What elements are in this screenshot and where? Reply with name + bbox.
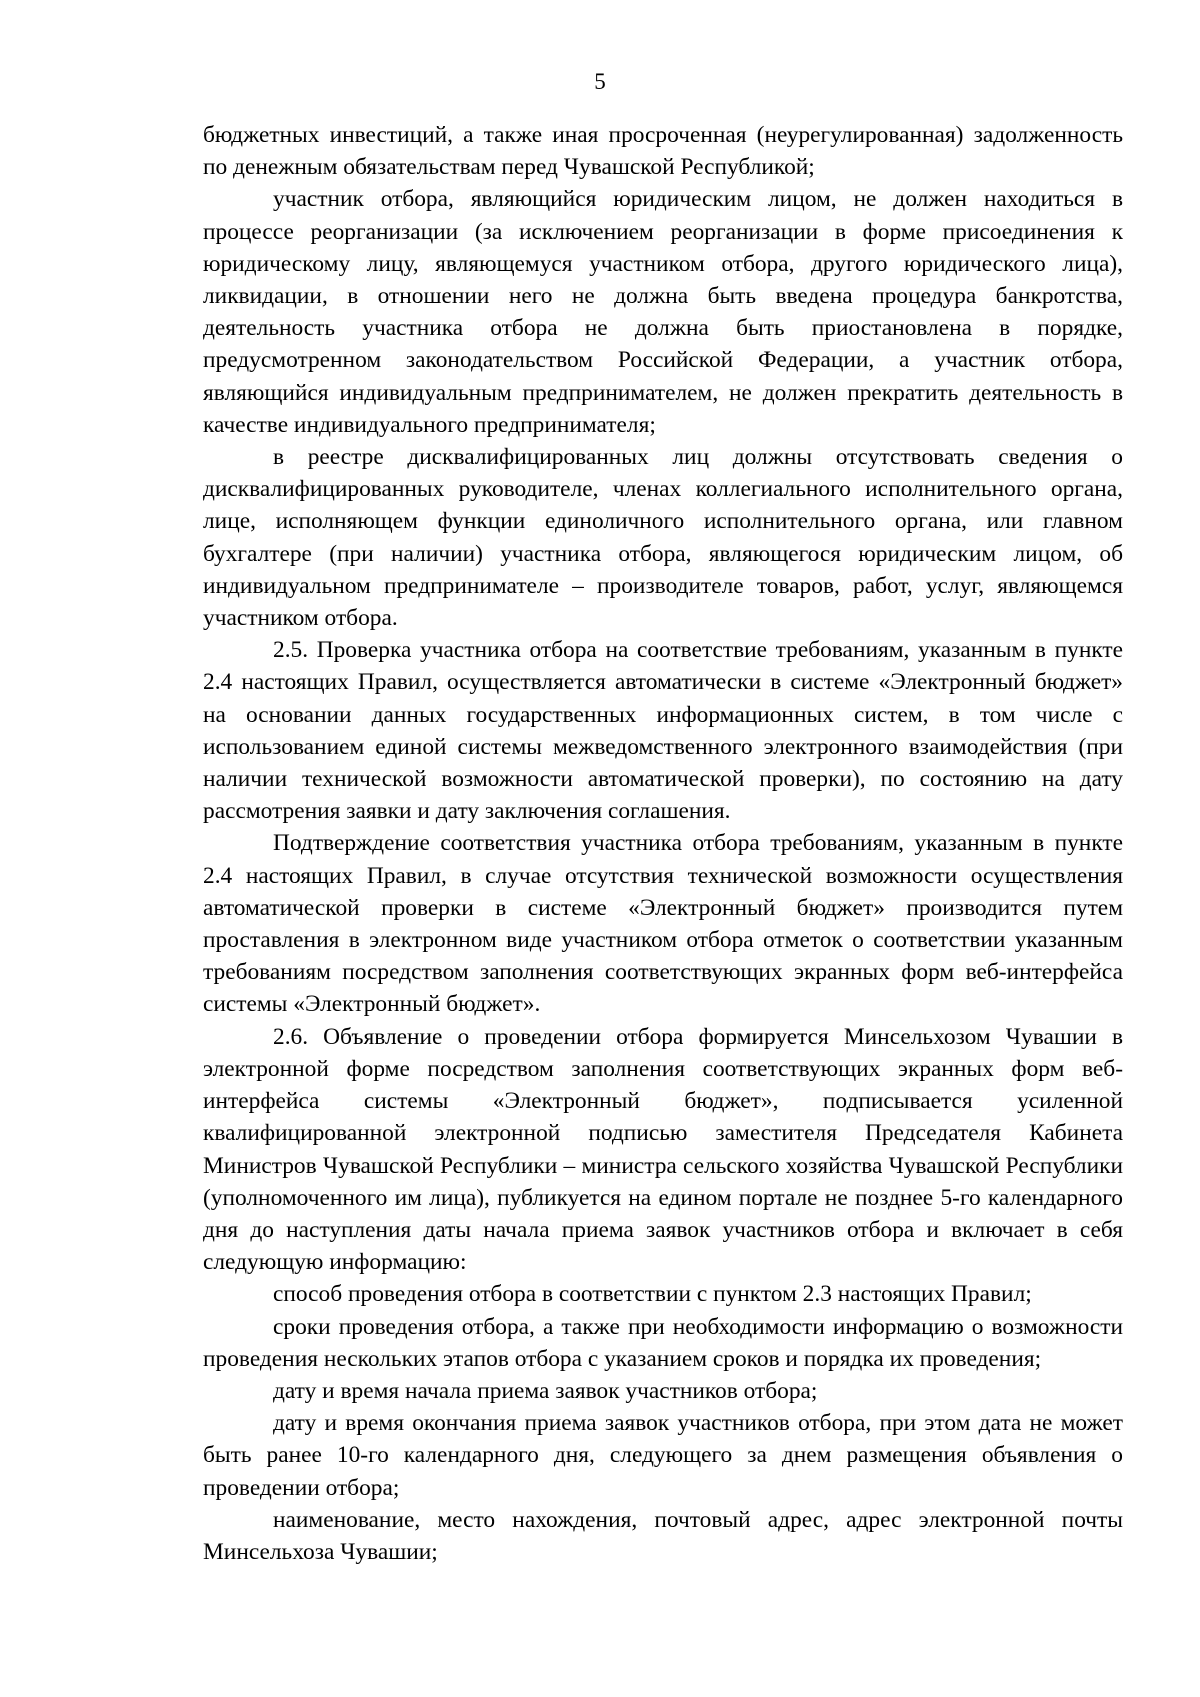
- paragraph-2-5: 2.5. Проверка участника отбора на соответствие требованиям, указанным в пункте 2.4 настоящих Правил, осуществляется автоматически в системе «Электронный бюджет» на основании данных государственных информационных систем, в том числе с использованием единой системы межведомственного электронного взаимодействия (при наличии технической возможности автоматической проверки), по состоянию на дату рассмотрения заявки и дату заключения соглашения.: [203, 637, 1123, 825]
- paragraph-continuation: бюджетных инвестиций, а также иная просроченная (неурегулированная) задолженность по денежным обязательствам перед Чувашской Республикой;: [203, 122, 1123, 181]
- paragraph-selection-method: способ проведения отбора в соответствии с пунктом 2.3 настоящих Правил;: [273, 1281, 1032, 1308]
- paragraph-2-6: 2.6. Объявление о проведении отбора формируется Минсельхозом Чувашии в электронной форме посредством заполнения соответствующих экранных форм веб-интерфейса системы «Электронный бюджет», подписывается усиленной квалифицированной электронной подписью заместителя Председателя Кабинета Министров Чувашской Республики – министра сельского хозяйства Чувашской Республики (уполномоченного им лица), публикуется на едином портале не позднее 5-го календарного дня до наступления даты начала приема заявок участников отбора и включает в себя следующую информацию:: [203, 1023, 1123, 1276]
- paragraph-start-date: дату и время начала приема заявок участников отбора;: [273, 1377, 818, 1404]
- page-number: 5: [594, 69, 606, 94]
- paragraph-disqualified-registry: в реестре дисквалифицированных лиц должны отсутствовать сведения о дисквалифицированных руководителе, членах коллегиального исполнительного органа, лице, исполняющем функции единоличного исполнительного органа, или главном бухгалтере (при наличии) участника отбора, являющегося юридическим лицом, об индивидуальном предпринимателе – производителе товаров, работ, услуг, являющемся участником отбора.: [203, 444, 1123, 632]
- paragraph-end-date: дату и время окончания приема заявок участников отбора, при этом дата не может быть ранее 10-го календарного дня, следующего за днем размещения объявления о проведении отбора;: [203, 1410, 1123, 1501]
- paragraph-confirmation: Подтверждение соответствия участника отбора требованиям, указанным в пункте 2.4 настоящих Правил, в случае отсутствия технической возможности осуществления автоматической проверки в системе «Электронный бюджет» производится путем проставления в электронном виде участником отбора отметок о соответствии указанным требованиям посредством заполнения соответствующих экранных форм веб-интерфейса системы «Электронный бюджет».: [203, 830, 1123, 1018]
- paragraph-ministry-contacts: наименование, место нахождения, почтовый адрес, адрес электронной почты Минсельхоза Чувашии;: [203, 1506, 1123, 1565]
- paragraph-reorganization-requirement: участник отбора, являющийся юридическим лицом, не должен находиться в процессе реорганизации (за исключением реорганизации в форме присоединения к юридическому лицу, являющемуся участником отбора, другого юридического лица), ликвидации, в отношении него не должна быть введена процедура банкротства, деятельность участника отбора не должна быть приостановлена в порядке, предусмотренном законодательством Российской Федерации, а участник отбора, являющийся индивидуальным предпринимателем, не должен прекратить деятельность в качестве индивидуального предпринимателя;: [203, 186, 1123, 438]
- document-body: [203, 119, 1123, 1568]
- paragraph-selection-terms: сроки проведения отбора, а также при необходимости информацию о возможности проведения нескольких этапов отбора с указанием сроков и порядка их проведения;: [203, 1313, 1123, 1372]
